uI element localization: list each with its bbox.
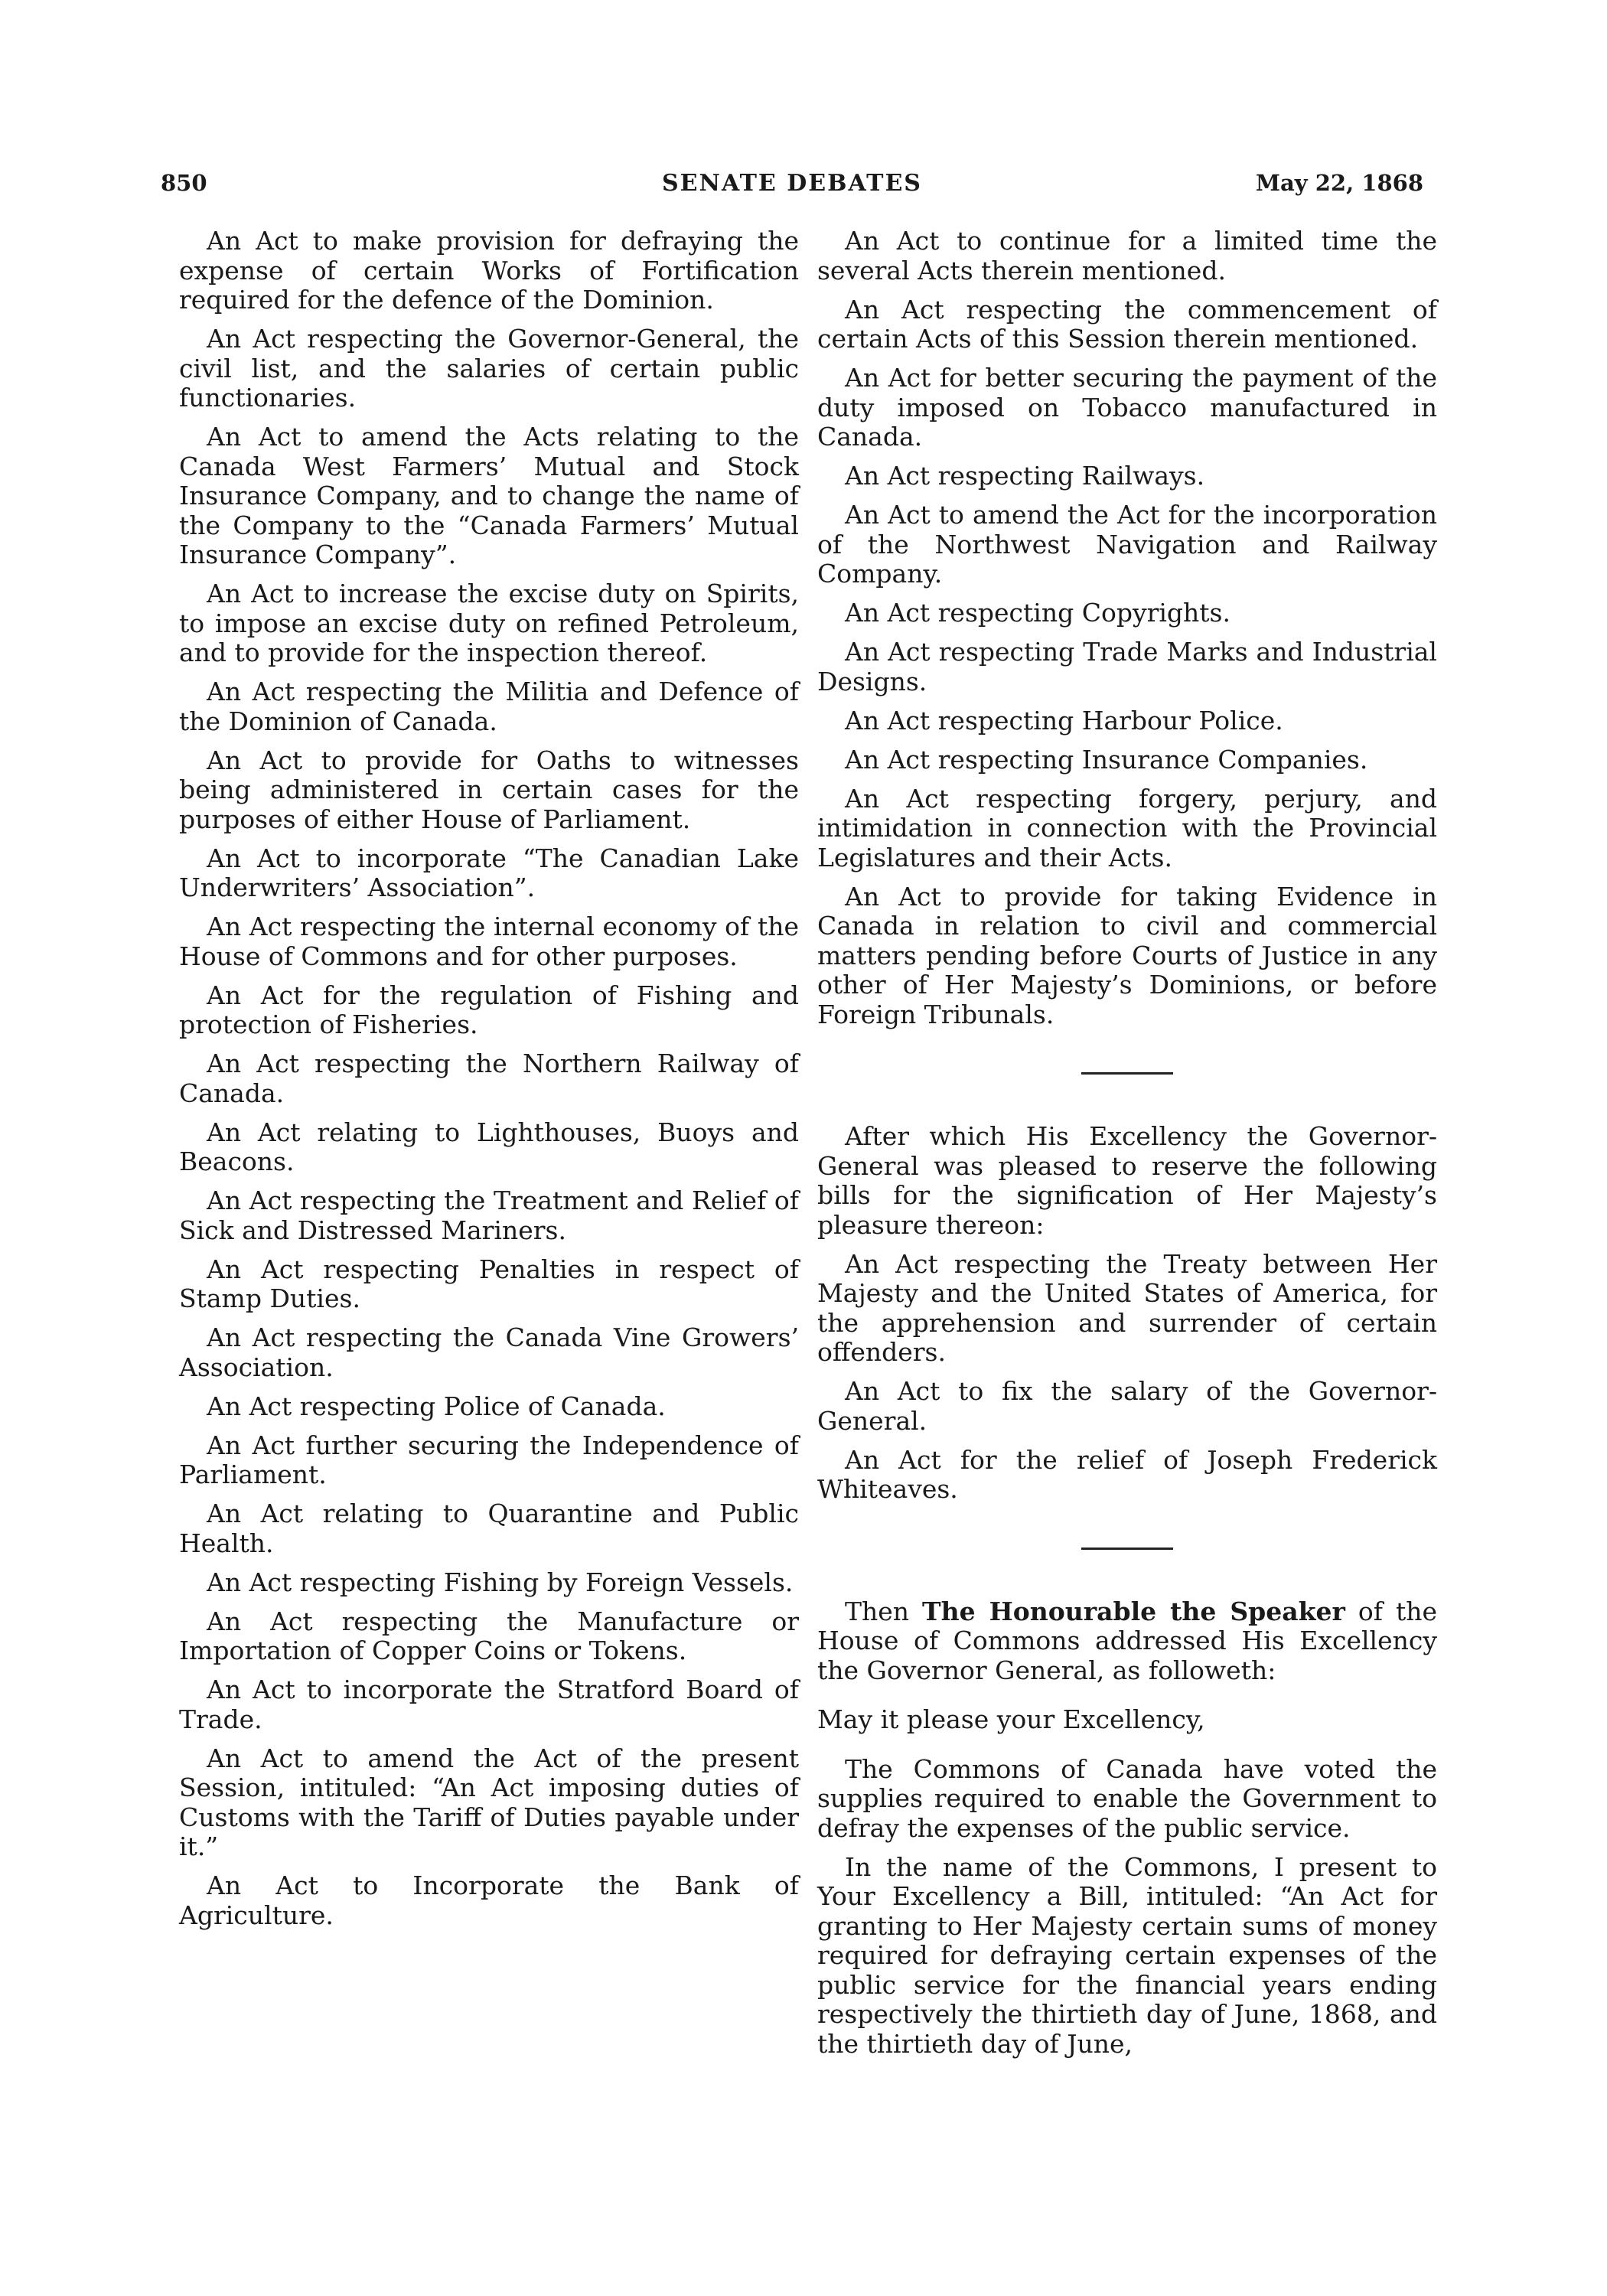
act-entry: An Act respecting the Manufacture or Importation of Copper Coins or Tokens. — [179, 1606, 799, 1665]
act-entry: An Act further securing the Independence of Parliament. — [179, 1430, 799, 1489]
section-divider — [1081, 1072, 1173, 1075]
reserve-intro: After which His Excellency the Governor-General was pleased to reserve the following bills for the signification of Her Majesty’s pleasure thereon: — [817, 1121, 1437, 1240]
act-entry: An Act respecting the commencement of certain Acts of this Session therein mentioned. — [817, 294, 1437, 354]
page-title: SENATE DEBATES — [662, 170, 922, 197]
speaker-pre: Then — [845, 1596, 923, 1626]
act-entry: An Act respecting the Governor-General, the civil list, and the salaries of certain public functionaries. — [179, 324, 799, 413]
act-entry: An Act for the regulation of Fishing and protection of Fisheries. — [179, 980, 799, 1039]
act-entry: An Act to provide for Oaths to witnesses being administered in certain cases for the purposes of either House of Parliament. — [179, 745, 799, 834]
act-entry: An Act to amend the Acts relating to the Canada West Farmers’ Mutual and Stock Insurance Company, and to change the name of the Company to the “Canada Farmers’ Mutual Insurance Company”. — [179, 422, 799, 569]
page-date: May 22, 1868 — [1255, 170, 1423, 196]
act-entry: An Act respecting Police of Canada. — [207, 1391, 666, 1421]
right-column — [817, 227, 1437, 2069]
act-entry: An Act respecting the Treatment and Relief of Sick and Distressed Mariners. — [179, 1186, 799, 1245]
page-header — [161, 170, 1423, 208]
act-entry: An Act to amend the Act of the present Session, intituled: “An Act imposing duties of Customs with the Tariff of Duties payable under it.” — [179, 1743, 799, 1861]
act-entry: An Act respecting the internal economy of the House of Commons and for other purposes. — [179, 912, 799, 971]
act-entry: An Act respecting Penalties in respect of Stamp Duties. — [179, 1254, 799, 1313]
act-entry: An Act to provide for taking Evidence in Canada in relation to civil and commercial matters pending before Courts of Justice in any other of Her Majesty’s Dominions, or before Foreign Tribunals. — [817, 881, 1437, 1029]
act-entry: An Act to incorporate “The Canadian Lake Underwriters’ Association”. — [179, 843, 799, 902]
act-entry: An Act to incorporate the Stratford Board of Trade. — [179, 1675, 799, 1734]
act-entry: An Act respecting Trade Marks and Industrial Designs. — [817, 637, 1437, 696]
speaker-paragraph — [817, 1597, 1437, 1686]
speaker-name: The Honourable the Speaker — [922, 1596, 1345, 1626]
act-entry: An Act respecting the Northern Railway of Canada. — [179, 1049, 799, 1108]
act-entry: An Act respecting the Militia and Defence of the Dominion of Canada. — [179, 677, 799, 736]
section-divider — [1081, 1548, 1173, 1550]
reserved-bill: An Act for the relief of Joseph Frederick Whiteaves. — [817, 1444, 1437, 1504]
act-entry: An Act to continue for a limited time the several Acts therein mentioned. — [817, 226, 1437, 285]
speaker-post: of the House of Commons addressed His Excellency the Governor General, as followeth: — [817, 1596, 1437, 1685]
reserved-bill: An Act to fix the salary of the Governor-General. — [817, 1376, 1437, 1436]
left-column — [179, 227, 799, 1940]
reserved-bill: An Act respecting the Treaty between Her Majesty and the United States of America, for the apprehension and surrender of certain offenders. — [817, 1248, 1437, 1367]
act-entry: An Act for better securing the payment of the duty imposed on Tobacco manufactured in Canada. — [817, 363, 1437, 452]
act-entry: An Act to increase the excise duty on Spirits, to impose an excise duty on refined Petroleum, and to provide for the inspection thereof. — [179, 579, 799, 667]
act-entry: An Act relating to Quarantine and Public Health. — [179, 1499, 799, 1558]
salutation: May it please your Excellency, — [817, 1704, 1205, 1734]
act-entry: An Act to make provision for defraying the expense of certain Works of Fortification required for the defence of the Dominion. — [179, 226, 799, 315]
act-entry: An Act relating to Lighthouses, Buoys and Beacons. — [179, 1117, 799, 1176]
act-entry: An Act to amend the Act for the incorporation of the Northwest Navigation and Railway Company. — [817, 500, 1437, 589]
supplies-paragraph: The Commons of Canada have voted the supplies required to enable the Government to defray the expenses of the public service. — [817, 1753, 1437, 1843]
act-entry: An Act respecting forgery, perjury, and intimidation in connection with the Provincial Legislatures and their Acts. — [817, 783, 1437, 872]
page-number: 850 — [161, 170, 207, 196]
act-entry: An Act respecting Insurance Companies. — [845, 744, 1368, 775]
act-entry: An Act respecting Railways. — [845, 461, 1205, 491]
act-entry: An Act respecting Fishing by Foreign Vessels. — [207, 1567, 794, 1597]
act-entry: An Act respecting Copyrights. — [845, 598, 1231, 628]
act-entry: An Act respecting Harbour Police. — [845, 705, 1283, 735]
act-entry: An Act to Incorporate the Bank of Agriculture. — [179, 1870, 799, 1930]
act-entry: An Act respecting the Canada Vine Growers’ Association. — [179, 1322, 799, 1382]
bill-paragraph: In the name of the Commons, I present to Your Excellency a Bill, intituled: “An Act for granting to Her Majesty certain sums of money required for defraying certain expenses of the public service for the financial years ending respectively the thirtieth day of June, 1868, and the thirtieth day of June, — [817, 1851, 1437, 2059]
